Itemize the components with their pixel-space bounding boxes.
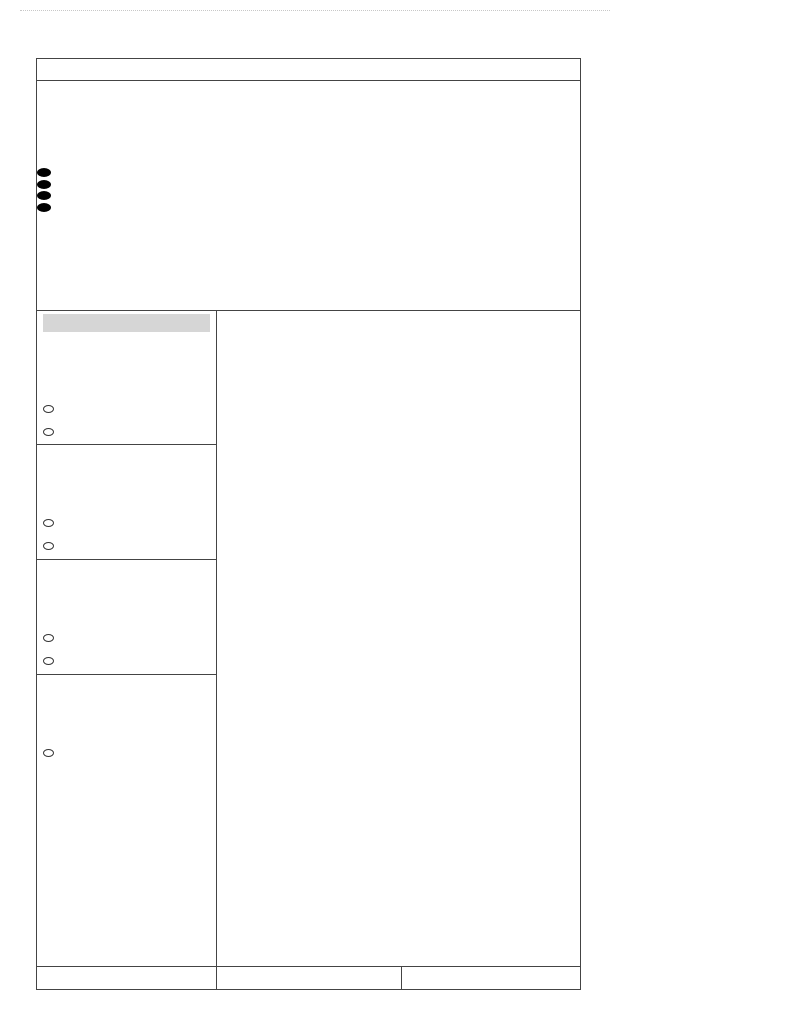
ballot-oval-icon[interactable]: [43, 749, 54, 757]
instruction-line-2: [37, 180, 577, 192]
ballot-oval-icon[interactable]: [43, 634, 54, 642]
race-trustee-place-3: [37, 444, 216, 560]
official-ballot-title: [37, 147, 580, 159]
footer-district: [37, 967, 217, 989]
filled-oval-icon: [37, 191, 51, 200]
contest-column: [37, 310, 217, 968]
instruction-note: [37, 168, 577, 214]
race-trustee-place-6: [37, 674, 216, 795]
candidate-option[interactable]: [43, 657, 60, 667]
race-trustee-place-1: [37, 335, 216, 444]
candidate-option[interactable]: [43, 428, 60, 438]
district-header: [43, 314, 210, 332]
ballot-oval-icon[interactable]: [43, 542, 54, 550]
ballot-oval-icon[interactable]: [43, 428, 54, 436]
header-divider: [37, 80, 580, 81]
instruction-line-3: [37, 191, 577, 203]
ballot-oval-icon[interactable]: [43, 519, 54, 527]
ballot-footer: [37, 966, 580, 989]
candidate-option[interactable]: [43, 634, 60, 644]
ballot-header: [37, 97, 580, 133]
ballot: [36, 58, 581, 990]
candidate-option[interactable]: [43, 405, 60, 415]
instruction-line-4: [37, 203, 577, 215]
candidate-option[interactable]: [43, 542, 60, 552]
race-trustee-place-4: [37, 559, 216, 675]
footer-ballot-code: [401, 967, 580, 989]
scan-edge: [20, 10, 610, 11]
filled-oval-icon: [37, 180, 51, 189]
ballot-oval-icon[interactable]: [43, 657, 54, 665]
candidate-option[interactable]: [43, 749, 60, 759]
ballot-oval-icon[interactable]: [43, 405, 54, 413]
filled-oval-icon: [37, 168, 51, 177]
instruction-line-1: [37, 168, 577, 180]
filled-oval-icon: [37, 203, 51, 212]
candidate-option[interactable]: [43, 519, 60, 529]
